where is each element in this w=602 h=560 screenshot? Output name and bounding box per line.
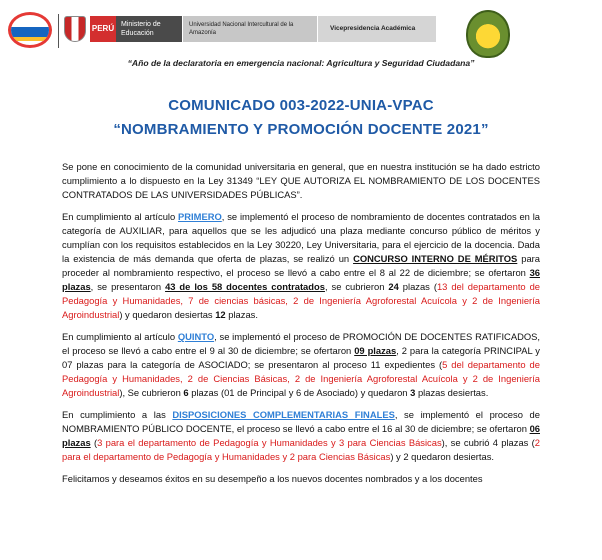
year-slogan: “Año de la declaratoria en emergencia nacional: Agricultura y Seguridad Ciudadana” (127, 58, 475, 68)
article-primero-link[interactable]: PRIMERO (178, 211, 222, 222)
header-divider (58, 14, 59, 48)
communique-subtitle: “NOMBRAMIENTO Y PROMOCIÓN DOCENTE 2021” (113, 121, 489, 138)
document-body (62, 160, 540, 494)
paragraph-intro: Se pone en conocimiento de la comunidad universitaria en general, que en nuestra institución se ha dado estricto cumplimiento a lo dispuesto en la Ley 31349 “LEY QUE AUTORIZA EL NOMBRAMIENTO DE LOS DOCENTES CONTRATADOS DE LAS UNIVERSIDADES PÚBLICAS”. (62, 161, 540, 200)
final-provisions-link[interactable]: DISPOSICIONES COMPLEMENTARIAS FINALES (172, 409, 395, 420)
university-seal-icon (466, 10, 510, 58)
national-shield-icon (64, 16, 86, 42)
office-label: Vicepresidencia Académica (318, 16, 436, 42)
letterhead (0, 0, 602, 60)
peru-label: PERÚ (90, 16, 116, 42)
ministry-campaign-logo (8, 12, 52, 48)
paragraph-disposiciones: En cumplimiento a las DISPOSICIONES COMPLEMENTARIAS FINALES, se implementó el proceso de NOMBRAMIENTO PÚBLICO DOCENTE, el proceso se llevó a cabo entre el 16 al 30 de diciembre; se ofertaron 06 plazas (3 para el departamento de Pedagogía y Humanidades y 3 para Ciencias Básicas), se cubrió 4 plazas (2 para el departamento de Pedagogía y Humanidades y 2 para Ciencias Básicas) y 2 quedaron desiertas. (62, 409, 540, 462)
article-quinto-link[interactable]: QUINTO (177, 331, 215, 342)
paragraph-primero: En cumplimiento al artículo PRIMERO, se implementó el proceso de nombramiento de docentes contratados en la categoría de AUXILIAR, para aquellos que se les adjudicó una plaza mediante concurso público de méritos y cumplían con los requisitos establecidos en la Ley 30220, Ley Universitaria, para el ejercicio de la docencia. Dada la existencia de más demanda que oferta de plazas, se realizó un CONCURSO INTERNO DE MÉRITOS para proceder al nombramiento respectivo, el proceso se llevó a cabo entre el 8 al 22 de diciembre; se ofertaron 36 plazas, se presentaron 43 de los 58 docentes contratados, se cubrieron 24 plazas (13 del departamento de Pedagogía y Humanidades, 7 de ciencias básicas, 2 de Ingeniería Agroforestal Acuícola y 2 de Ingeniería Agroindustrial) y quedaron desiertas 12 plazas. (62, 211, 541, 320)
minedu-label: Ministerio de Educación (116, 16, 182, 42)
university-label: Universidad Nacional Intercultural de la Amazonía (183, 16, 317, 42)
communique-title: COMUNICADO 003-2022-UNIA-VPAC (168, 97, 434, 114)
paragraph-closing: Felicitamos y deseamos éxitos en su desempeño a los nuevos docentes nombrados y a los docentes (62, 473, 483, 484)
paragraph-quinto: En cumplimiento al artículo QUINTO, se implementó el proceso de PROMOCIÓN DE DOCENTES RATIFICADOS, el proceso se llevó a cabo entre el 9 al 30 de diciembre; se ofertaron 09 plazas, 2 para la categoría PRINCIPAL y 07 plazas para la categoría de ASOCIADO; se presentaron al proceso 11 expedientes (5 del departamento de Pedagogía y Humanidades, 2 de Ciencias Básicas, 2 de Ingeniería Agroforestal Acuícola y 2 de Ingeniería Agroindustrial), Se cubrieron 6 plazas (01 de Principal y 6 de Asociado) y quedaron 3 plazas desiertas. (62, 331, 541, 398)
